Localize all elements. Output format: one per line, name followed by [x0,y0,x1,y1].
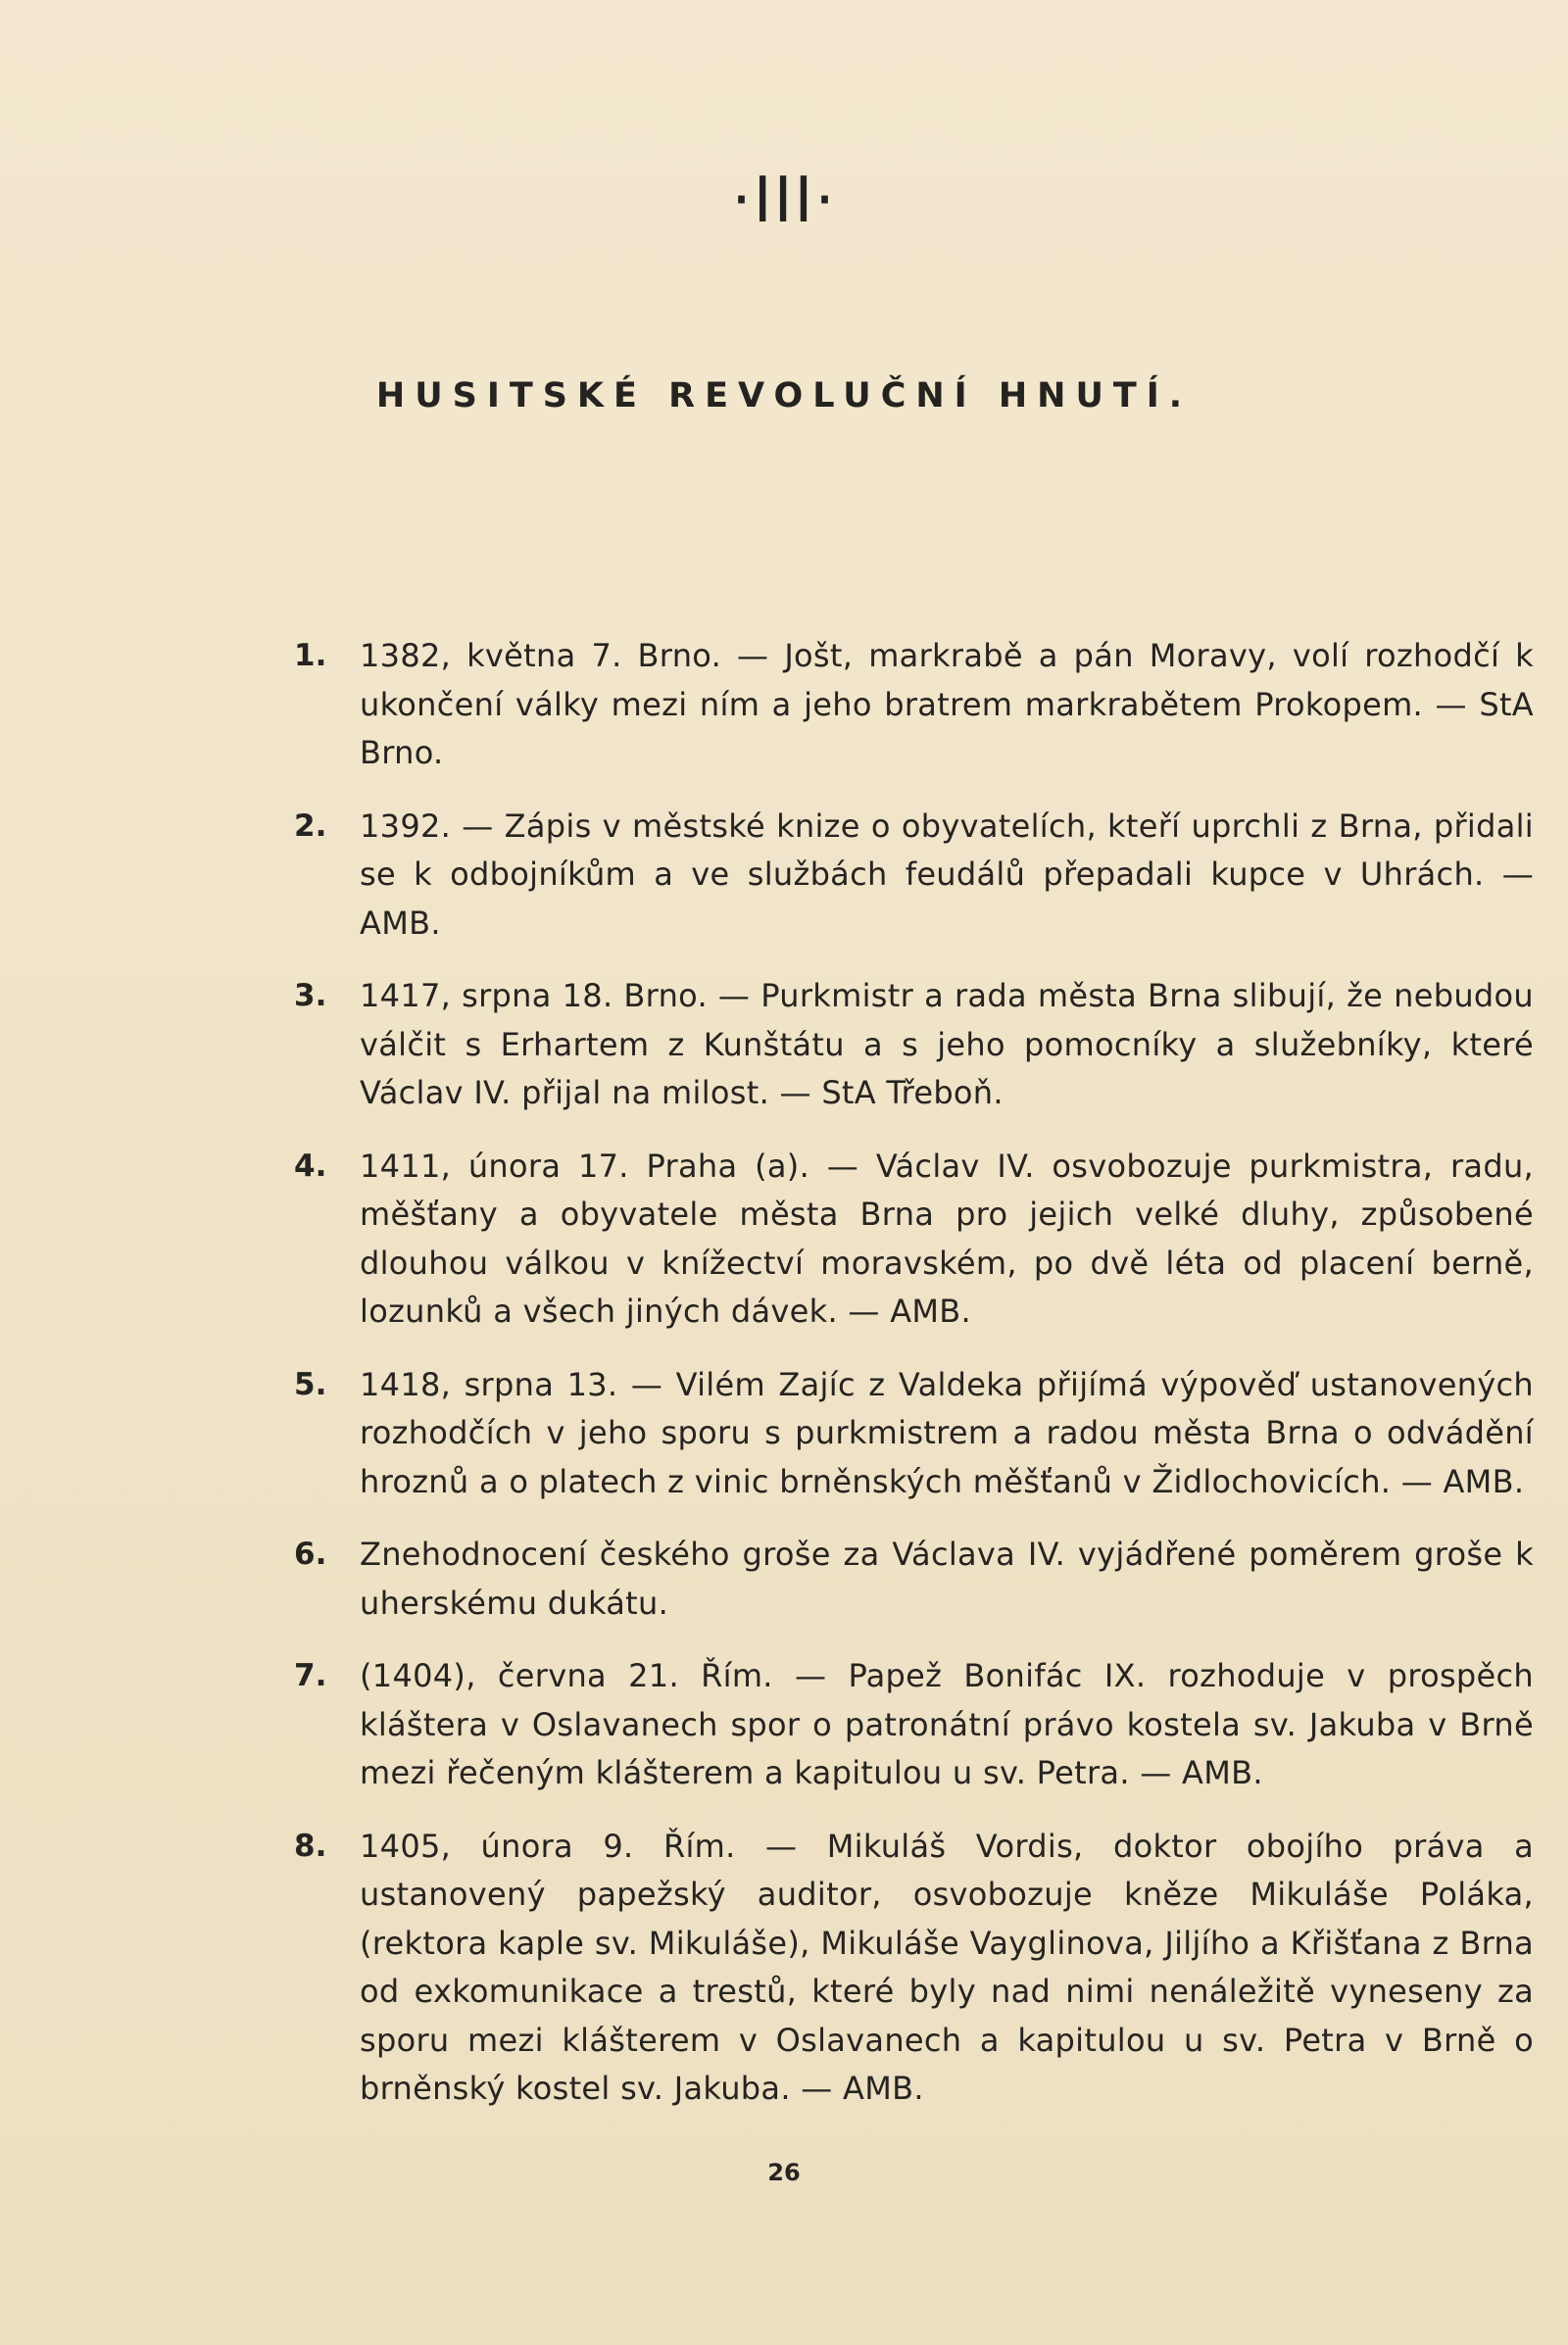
entry-list [294,632,1534,2138]
entry-number: 7. [294,1658,327,1693]
list-item [294,803,1534,949]
list-item [294,1361,1534,1507]
chapter-title: HUSITSKÉ REVOLUČNÍ HNUTÍ. [375,376,1193,415]
list-item [294,1823,1534,2114]
entry-text: 1392. — Zápis v městské knize o obyvatelích, kteří uprchli z Brna, přidali se k odbojníkům a ve službách feudálů přepadali kupce v Uhrách. — AMB. [360,806,1534,942]
entry-number: 6. [294,1537,327,1572]
entry-text: 1405, února 9. Řím. — Mikuláš Vordis, doktor obojího práva a ustanovený papežský auditor, osvobozuje kněze Mikuláše Poláka, (rektora kaple sv. Mikuláše), Mikuláše Vayglinova, Jiljího a Křišťana z Brna od exkomunikace a trestů, které byly nad nimi nenáležitě vyneseny za sporu mezi klášterem v Oslavanech a kapitulou u sv. Petra v Brně o brněnský kostel sv. Jakuba. — AMB. [360,1827,1534,2107]
entry-text: 1382, května 7. Brno. — Jošt, markrabě a pán Moravy, volí rozhodčí k ukončení války mezi ním a jeho bratrem markrabětem Prokopem. — StA Brno. [360,637,1534,771]
entry-number: 8. [294,1828,327,1864]
section-numeral: ·III· [731,165,837,237]
entry-number: 5. [294,1366,327,1402]
list-item [294,972,1534,1118]
entry-text: (1404), června 21. Řím. — Papež Bonifác IX. rozhoduje v prospěch kláštera v Oslavanech spor o patronátní právo kostela sv. Jakuba v Brně mezi řečeným klášterem a kapitulou u sv. Petra. — AMB. [360,1657,1534,1791]
entry-number: 3. [294,978,327,1013]
list-item [294,1531,1534,1628]
entry-text: Znehodnocení českého groše za Václava IV. vyjádřené poměrem groše k uherskému dukátu. [360,1536,1534,1622]
entry-number: 2. [294,807,327,844]
entry-text: 1418, srpna 13. — Vilém Zajíc z Valdeka přijímá výpověď ustanovených rozhodčích v jeho sporu s purkmistrem a radou města Brna o odvádění hroznů a o platech z vinic brněnských měšťanů v Židlochovicích. — AMB. [360,1365,1534,1500]
entry-text: 1411, února 17. Praha (a). — Václav IV. osvobozuje purkmistra, radu, měšťany a obyvatele města Brna pro jejich velké dluhy, způsobené dlouhou válkou v knížectví moravském, po dvě léta od placení berně, lozunků a všech jiných dávek. — AMB. [360,1147,1534,1330]
page-number: 26 [767,2159,801,2186]
list-item [294,1143,1534,1337]
entry-text: 1417, srpna 18. Brno. — Purkmistr a rada města Brna slibují, že nebudou válčit s Erhartem z Kunštátu a s jeho pomocníky a služebníky, které Václav IV. přijal na milost. — StA Třeboň. [360,977,1534,1111]
list-item [294,1652,1534,1798]
entry-number: 4. [294,1148,327,1184]
entry-number: 1. [294,638,327,673]
list-item [294,632,1534,778]
